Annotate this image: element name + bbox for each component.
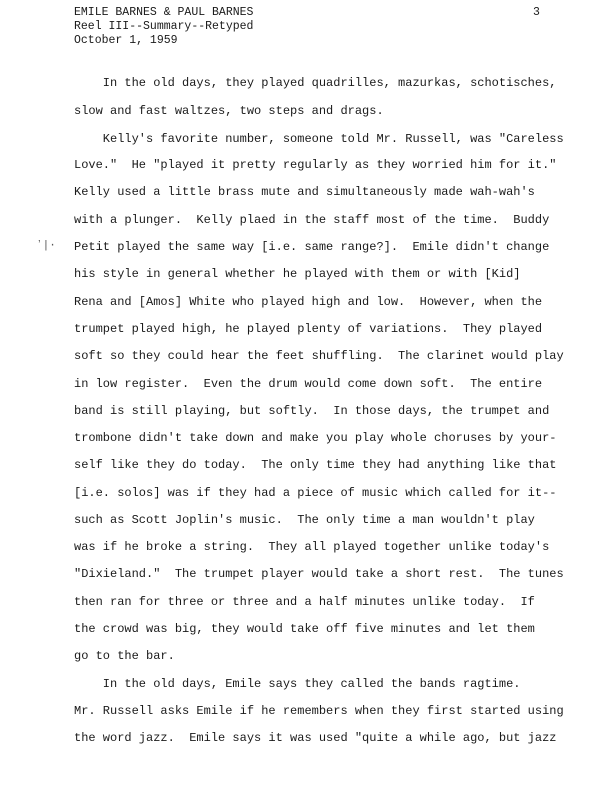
text-line: "Dixieland." The trumpet player would take a short rest. The tunes (74, 567, 564, 581)
document-header (74, 6, 253, 48)
text-line: trumpet played high, he played plenty of variations. They played (74, 322, 543, 336)
text-line: self like they do today. The only time they had anything like that (74, 458, 557, 472)
text-line: Rena and [Amos] White who played high and low. However, when the (74, 295, 543, 309)
text-line: the word jazz. Emile says it was used "quite a while ago, but jazz (74, 731, 557, 745)
header-names: EMILE BARNES & PAUL BARNES (74, 6, 254, 19)
page-number: 3 (533, 6, 540, 19)
text-line: was if he broke a string. They all played together unlike today's (74, 540, 550, 554)
text-line: with a plunger. Kelly plaed in the staff most of the time. Buddy (74, 213, 550, 227)
handwritten-margin-mark: ʼ|· (36, 240, 56, 252)
text-line: in low register. Even the drum would come down soft. The entire (74, 377, 543, 391)
text-line: go to the bar. (74, 649, 175, 663)
text-line: [i.e. solos] was if they had a piece of music which called for it-- (74, 486, 557, 500)
text-line: soft so they could hear the feet shuffling. The clarinet would play (74, 349, 564, 363)
text-line: slow and fast waltzes, two steps and drags. (74, 104, 384, 118)
text-line: then ran for three or three and a half minutes unlike today. If (74, 595, 535, 609)
text-line: such as Scott Joplin's music. The only time a man wouldn't play (74, 513, 535, 527)
text-line: the crowd was big, they would take off five minutes and let them (74, 622, 535, 636)
text-line: trombone didn't take down and make you play whole choruses by your- (74, 431, 557, 445)
text-line: In the old days, Emile says they called the bands ragtime. (74, 677, 521, 691)
text-line: his style in general whether he played with them or with [Kid] (74, 267, 521, 281)
text-line: Mr. Russell asks Emile if he remembers when they first started using (74, 704, 564, 718)
text-line: Petit played the same way [i.e. same range?]. Emile didn't change (74, 240, 550, 254)
header-date: October 1, 1959 (74, 34, 178, 47)
text-line: band is still playing, but softly. In those days, the trumpet and (74, 404, 550, 418)
header-reel-info: Reel III--Summary--Retyped (74, 20, 254, 33)
text-line: In the old days, they played quadrilles, mazurkas, schotisches, (74, 76, 557, 90)
text-line: Love." He "played it pretty regularly as they worried him for it." (74, 158, 557, 172)
text-line: Kelly's favorite number, someone told Mr. Russell, was "Careless (74, 132, 564, 146)
text-line: Kelly used a little brass mute and simultaneously made wah-wah's (74, 185, 535, 199)
